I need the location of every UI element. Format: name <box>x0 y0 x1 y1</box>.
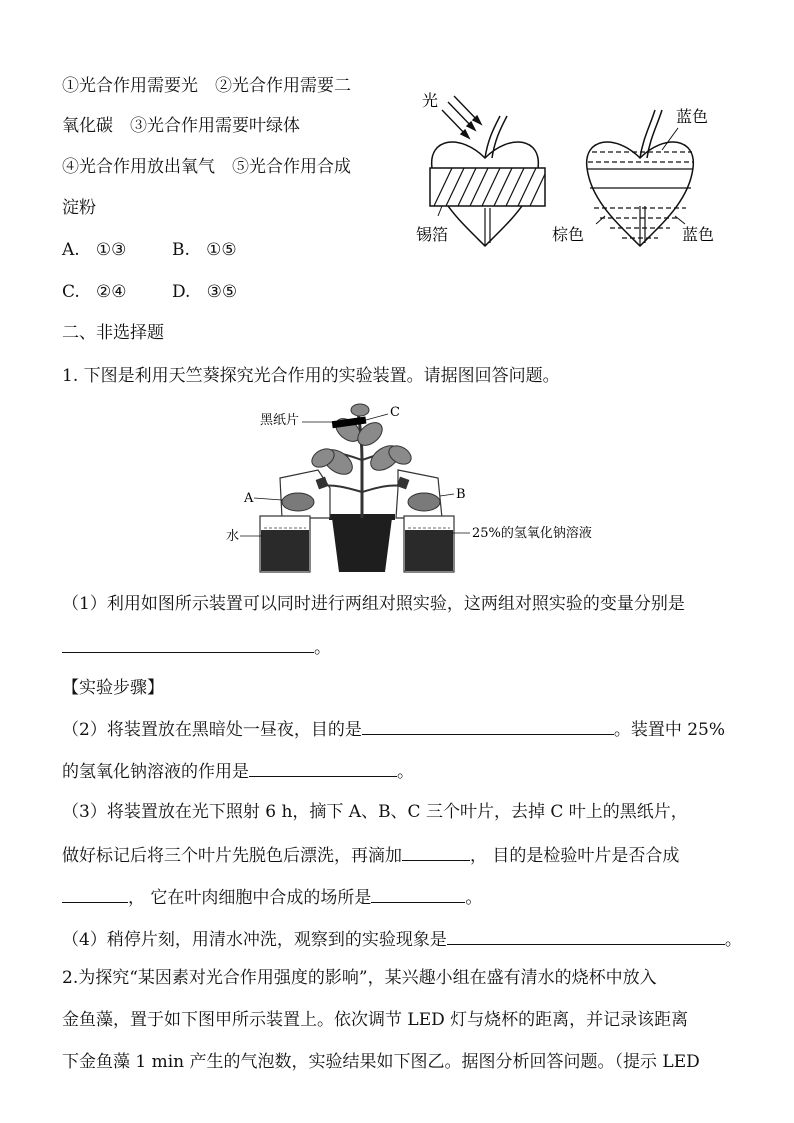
label-blue-bottom: 蓝色 <box>682 225 715 244</box>
label-brown: 棕色 <box>552 225 585 244</box>
light-arrows-icon <box>442 96 481 138</box>
question-1-part-1: （1）利用如图所示装置可以同时进行两组对照实验，这两组对照实验的变量分别是 <box>62 594 685 614</box>
label-naoh: 25%的氢氧化钠溶液 <box>472 526 592 541</box>
plant-apparatus-figure <box>220 400 640 580</box>
question-1-part-3-line-3: ， 它在叶肉细胞中合成的场所是 。 <box>62 884 482 910</box>
question-1-part-3-line-1: （3）将装置放在光下照射 6 h，摘下 A、B、C 三个叶片，去掉 C 叶上的黑纸片， <box>62 802 688 822</box>
steps-heading: 【实验步骤】 <box>62 678 164 698</box>
leaf-experiment-figure <box>400 88 730 258</box>
question-2-line-1: 2.为探究“某因素对光合作用强度的影响”，某兴趣小组在盛有清水的烧杯中放入 <box>62 968 657 988</box>
question-1-part-3-line-2: 做好标记后将三个叶片先脱色后漂洗，再滴加 ， 目的是检验叶片是否合成 <box>62 842 679 868</box>
question-2-line-2: 金鱼藻，置于如下图甲所示装置上。依次调节 LED 灯与烧杯的距离，并记录该距离 <box>62 1010 689 1030</box>
answer-blank <box>402 842 470 861</box>
mcq-options-line-4: 淀粉 <box>62 198 96 218</box>
label-a: A <box>244 491 254 506</box>
question-1-intro: 1. 下图是利用天竺葵探究光合作用的实验装置。请据图回答问题。 <box>62 366 560 386</box>
answer-blank <box>249 758 397 777</box>
mcq-options-line-3: ④光合作用放出氧气 ⑤光合作用合成 <box>62 157 351 177</box>
choice-b: B. ①⑤ <box>172 240 237 260</box>
mcq-options-line-1: ①光合作用需要光 ②光合作用需要二 <box>62 76 351 96</box>
section-heading: 二、非选择题 <box>62 323 164 343</box>
answer-blank <box>62 884 128 903</box>
answer-blank <box>62 634 314 653</box>
question-1-part-4: （4）稍停片刻，用清水冲洗，观察到的实验现象是 。 <box>62 926 742 952</box>
label-black-paper: 黑纸片 <box>260 413 300 428</box>
label-b: B <box>456 487 466 502</box>
answer-blank <box>362 716 614 735</box>
label-light: 光 <box>422 91 439 110</box>
choice-c: C. ②④ <box>62 282 127 302</box>
label-foil: 锡箔 <box>416 225 449 244</box>
label-blue-top: 蓝色 <box>676 107 709 126</box>
question-1-part-1-answer: 。 <box>62 634 331 660</box>
question-1-part-2-line-2: 的氢氧化钠溶液的作用是 。 <box>62 758 414 784</box>
choice-a: A. ①③ <box>62 240 127 260</box>
choice-d: D. ③⑤ <box>172 282 238 302</box>
foil-band <box>430 168 545 206</box>
label-c: C <box>390 405 400 420</box>
answer-blank <box>447 926 725 945</box>
label-water: 水 <box>226 529 240 544</box>
question-1-part-2-line-1: （2）将装置放在黑暗处一昼夜，目的是 。装置中 25% <box>62 716 725 742</box>
mcq-options-line-2: 氧化碳 ③光合作用需要叶绿体 <box>62 116 300 136</box>
answer-blank <box>371 884 465 903</box>
question-2-line-3: 下金鱼藻 1 min 产生的气泡数，实验结果如下图乙。据图分析回答问题。（提示 LED <box>62 1052 700 1072</box>
